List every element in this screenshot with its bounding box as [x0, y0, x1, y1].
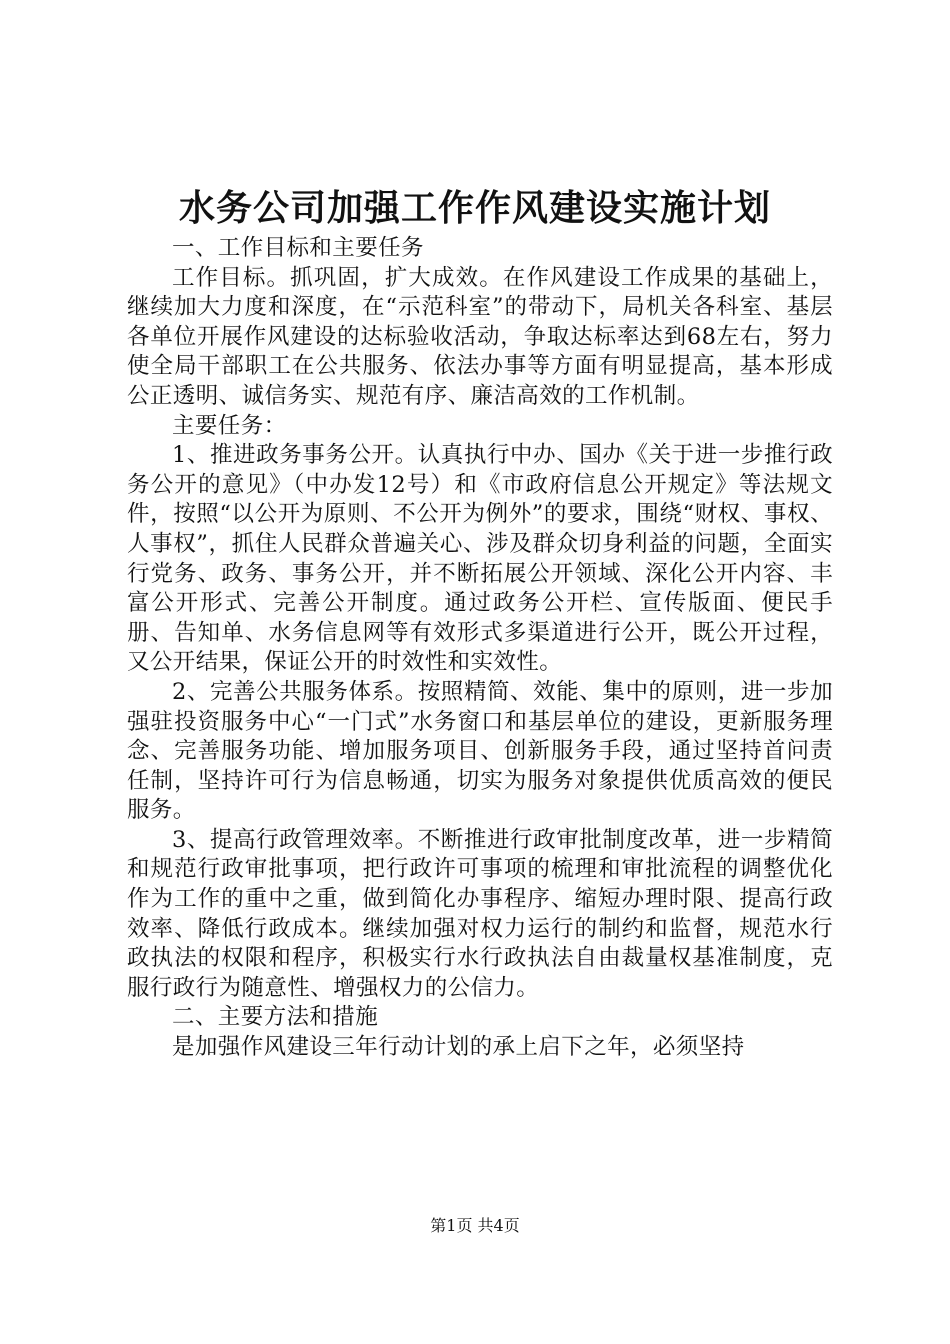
paragraph-methods: 是加强作风建设三年行动计划的承上启下之年，必须坚持 — [172, 1034, 745, 1061]
section-heading-1: 一、工作目标和主要任务 — [172, 235, 424, 261]
document-title: 水务公司加强工作作风建设实施计划 — [178, 187, 771, 229]
paragraph-task-3: 3、提高行政管理效率。不断推进行政审批制度改革，进一步精简和规范行政审批事项，把行政许可事项的梳理和审批流程的调整优化作为工作的重中之重，做到简化办事程序、缩短办理时限、提高行政效率、降低行政成本。继续加强对权力运行的制约和监督，规范水行政执法的权限和程序，积极实行水行政执法自由裁量权基准制度，克服行政行为随意性、增强权力的公信力。 — [127, 826, 833, 1001]
paragraph-task-2: 2、完善公共服务体系。按照精简、效能、集中的原则，进一步加强驻投资服务中心“一门式”水务窗口和基层单位的建设，更新服务理念、完善服务功能、增加服务项目、创新服务手段，通过坚持首问责任制，坚持许可行为信息畅通，切实为服务对象提供优质高效的便民服务。 — [127, 678, 833, 824]
paragraph-task-1: 1、推进政务事务公开。认真执行中办、国办《关于进一步推行政务公开的意见》（中办发12号）和《市政府信息公开规定》等法规文件，按照“以公开为原则、不公开为例外”的要求，围绕“财权、事权、人事权”，抓住人民群众普遍关心、涉及群众切身利益的问题，全面实行党务、政务、事务公开，并不断拓展公开领域、深化公开内容、丰富公开形式、完善公开制度。通过政务公开栏、宣传版面、便民手册、告知单、水务信息网等有效形式多渠道进行公开，既公开过程，又公开结果，保证公开的时效性和实效性。 — [127, 442, 833, 676]
paragraph-goals: 工作目标。抓巩固，扩大成效。在作风建设工作成果的基础上，继续加大力度和深度，在“示范科室”的带动下，局机关各科室、基层各单位开展作风建设的达标验收活动，争取达标率达到68左右，努力使全局干部职工在公共服务、依法办事等方面有明显提高，基本形成公正透明、诚信务实、规范有序、廉洁高效的工作机制。 — [127, 264, 833, 409]
section-heading-2: 二、主要方法和措施 — [172, 1004, 379, 1031]
page-footer: 第1页 共4页 — [430, 1216, 520, 1235]
document-body — [127, 234, 833, 1063]
subheading-main-tasks: 主要任务： — [172, 412, 287, 439]
